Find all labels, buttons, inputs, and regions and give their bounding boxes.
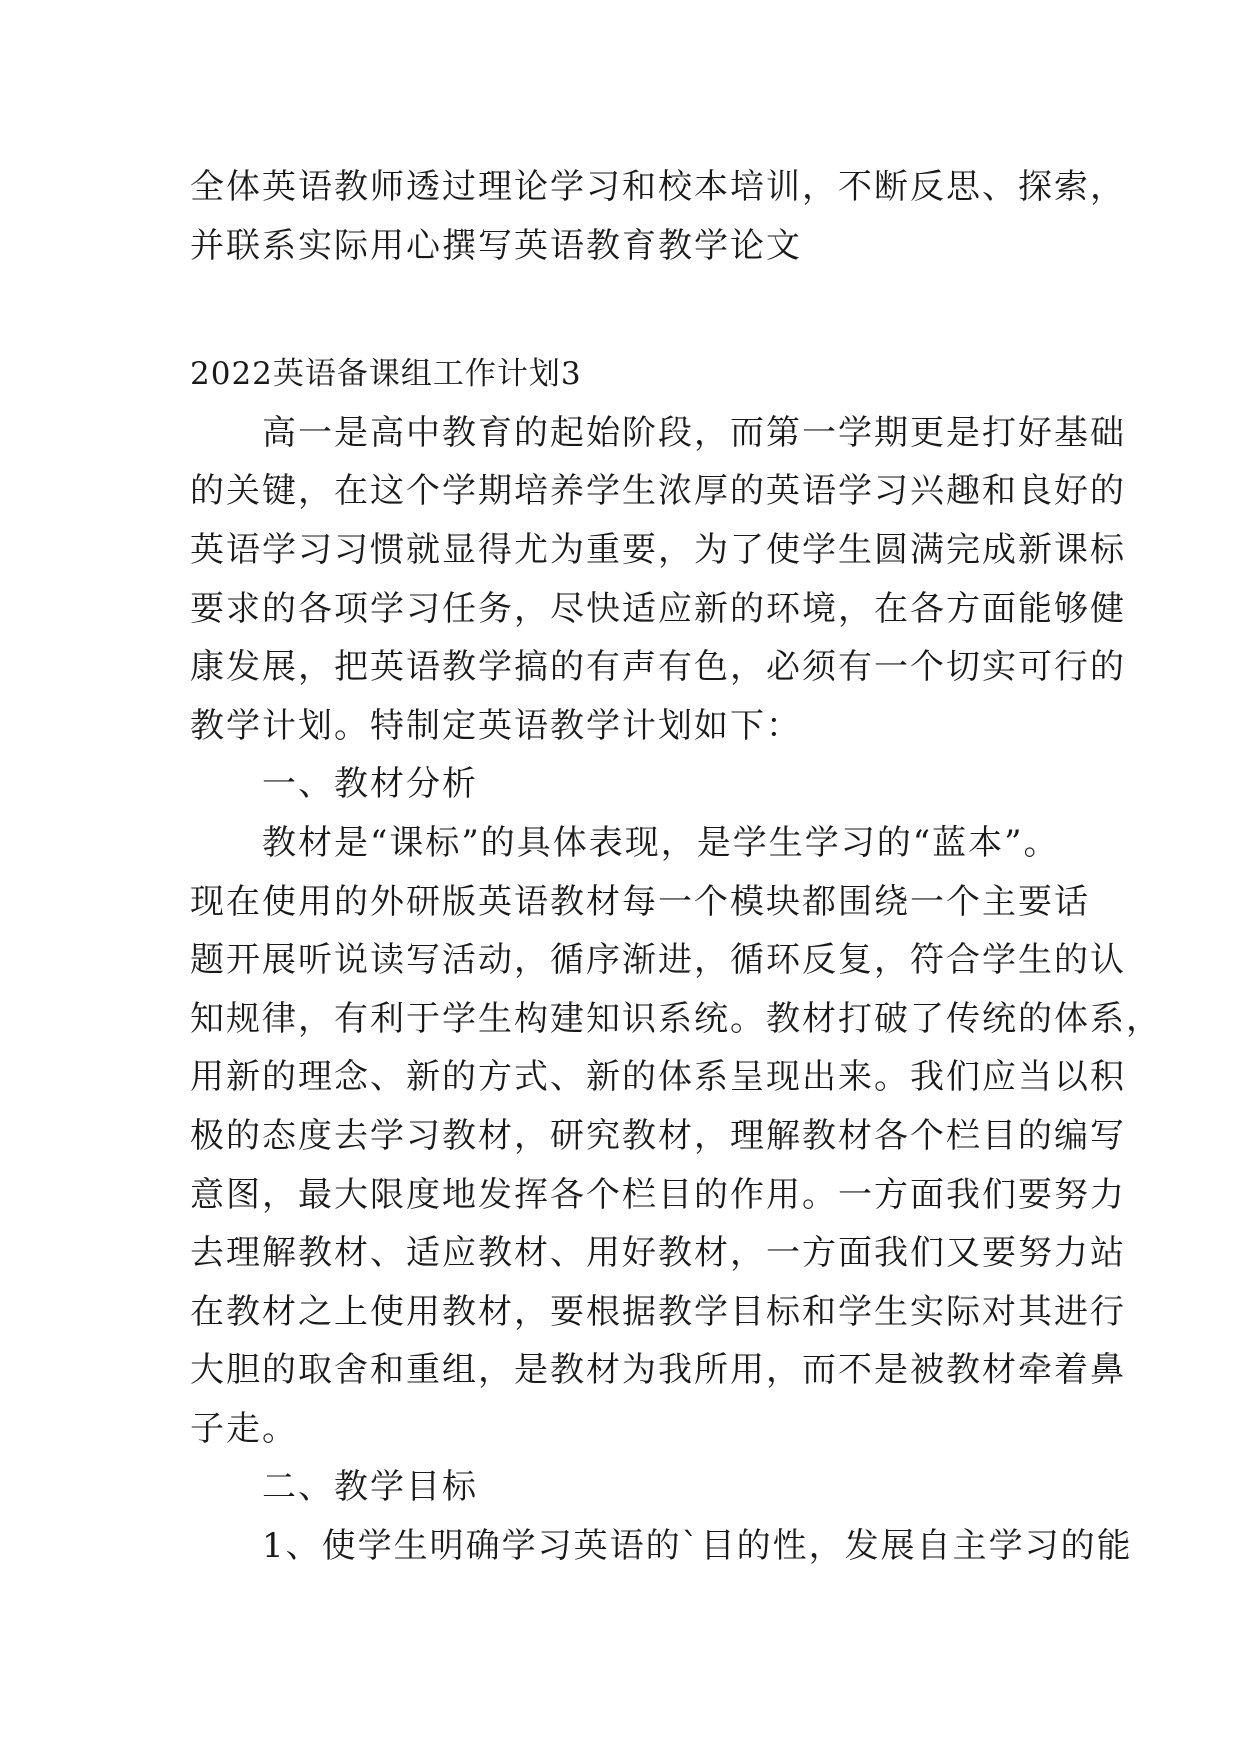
text-line: 教材是“课标”的具体表现，是学生学习的“蓝本”。: [190, 822, 1060, 863]
text-line: 去理解教材、适应教材、用好教材，一方面我们又要努力站: [190, 1233, 1126, 1274]
heading-teaching-goals: 二、教学目标: [190, 1467, 478, 1508]
body-text: [190, 404, 1162, 1576]
text-line: 要求的各项学习任务，尽快适应新的环境，在各方面能够健: [190, 588, 1126, 629]
text-line: 高一是高中教育的起始阶段，而第一学期更是打好基础: [190, 412, 1126, 453]
text-line: 英语学习习惯就显得尤为重要，为了使学生圆满完成新课标: [190, 529, 1126, 570]
text-line: 题开展听说读写活动，循序渐进，循环反复，符合学生的认: [190, 940, 1126, 981]
text-line: 康发展，把英语教学搞的有声有色，必须有一个切实可行的: [190, 647, 1126, 688]
intro-paragraph: [190, 158, 1126, 275]
document-page: [190, 158, 1162, 1576]
text-line: 子走。: [190, 1408, 298, 1449]
text-line: 意图，最大限度地发挥各个栏目的作用。一方面我们要努力: [190, 1174, 1126, 1215]
text-line: 知规律，有利于学生构建知识系统。教材打破了传统的体系，: [190, 998, 1162, 1039]
text-line: 教学计划。特制定英语教学计划如下：: [190, 705, 802, 746]
text-line: 用新的理念、新的方式、新的体系呈现出来。我们应当以积: [190, 1057, 1126, 1098]
text-line: 在教材之上使用教材，要根据教学目标和学生实际对其进行: [190, 1291, 1126, 1332]
section-title: 2022英语备课组工作计划3: [190, 356, 582, 393]
text-line: 全体英语教师透过理论学习和校本培训，不断反思、探索，: [190, 167, 1126, 207]
text-line: 大胆的取舍和重组，是教材为我所用，而不是被教材牵着鼻: [190, 1350, 1126, 1391]
text-line: 现在使用的外研版英语教材每一个模块都围绕一个主要话: [190, 881, 1090, 922]
text-line: 极的态度去学习教材，研究教材，理解教材各个栏目的编写: [190, 1115, 1126, 1156]
paragraph-gap: [190, 275, 1050, 345]
text-line: 1、使学生明确学习英语的`目的性，发展自主学习的能: [190, 1526, 1133, 1567]
text-line: 的关键，在这个学期培养学生浓厚的英语学习兴趣和良好的: [190, 471, 1126, 512]
text-line: 并联系实际用心撰写英语教育教学论文: [190, 225, 802, 266]
heading-textbook-analysis: 一、教材分析: [190, 764, 478, 805]
